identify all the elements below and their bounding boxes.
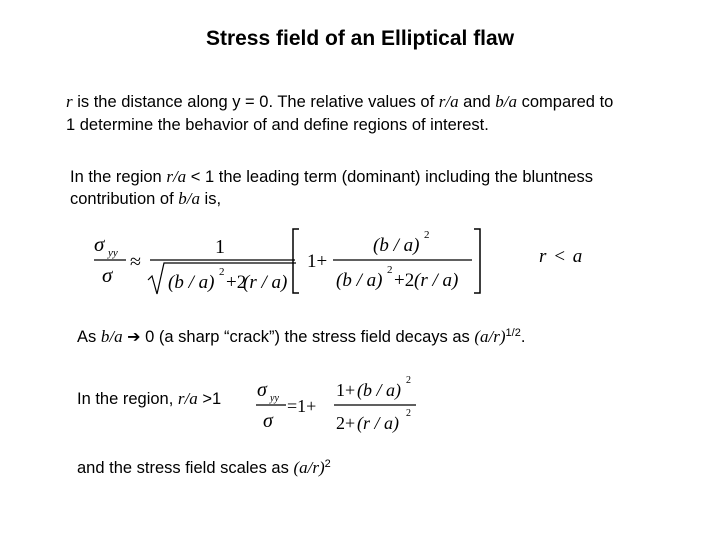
right-bracket	[474, 229, 480, 293]
one-plus: 1+	[307, 251, 328, 272]
ratio-b-over-a: b/a	[495, 92, 518, 111]
denominator-two-plus: 2+	[336, 413, 356, 433]
denominator-square: 2	[406, 408, 411, 419]
exponent-two: 2	[324, 458, 331, 470]
numerator-ba: (b / a)	[357, 380, 401, 400]
paragraph-far-field-scaling	[77, 457, 331, 481]
ratio-b-over-a: b/a	[100, 327, 123, 346]
ratio-r-over-a: r/a	[438, 92, 459, 111]
r-variable: r	[66, 92, 73, 111]
denominator-ra: (r / a)	[357, 413, 399, 433]
paragraph-sharp-crack	[77, 326, 525, 350]
denominator-plus-two: +2	[394, 270, 415, 291]
para2-text-b: < 1 the leading term (dominant) including the bluntness	[186, 168, 593, 186]
equals-one-plus: =1+	[287, 396, 317, 416]
numerator-square: 2	[424, 229, 430, 241]
para3-end: .	[520, 328, 526, 346]
numerator-ba: (b / a)	[373, 235, 420, 256]
sigma-symbol: σ	[263, 410, 273, 432]
yy-subscript: yy	[108, 247, 118, 259]
para4-text-a: In the region,	[77, 390, 178, 408]
equation-near-field	[88, 222, 488, 300]
ba-square: 2	[219, 266, 225, 278]
condition-r-lt-a: r < a	[539, 246, 584, 267]
equation-far-field	[252, 372, 422, 442]
ratio-a-over-r: (a/r)	[474, 327, 506, 346]
numerator-one: 1	[215, 236, 225, 258]
denominator-square: 2	[387, 264, 393, 276]
approx-sign: ≈	[130, 251, 141, 273]
yy-subscript: yy	[270, 393, 279, 404]
para3-text-a: As	[77, 328, 101, 346]
para5-text-a: and the stress field scales as	[77, 459, 294, 477]
left-bracket	[293, 229, 299, 293]
para2-line2-b: is,	[199, 190, 222, 208]
plus-two: +2	[226, 272, 247, 293]
ratio-r-over-a: r/a	[166, 167, 187, 186]
numerator-square: 2	[406, 375, 411, 386]
arrow-icon: ➔	[127, 327, 141, 346]
para3-text-b: 0 (a sharp “crack”) the stress field decays as	[140, 328, 475, 346]
paragraph-region-r-gt-a	[77, 388, 221, 410]
sigma-yy-symbol: σ	[94, 232, 105, 256]
ratio-b-over-a: b/a	[178, 189, 200, 208]
ba-term: (b / a)	[168, 272, 215, 293]
para1-text-a: is the distance along y = 0. The relative values of	[72, 93, 439, 111]
para1-and: and	[458, 93, 496, 111]
slide-title: Stress field of an Elliptical flaw	[205, 27, 515, 50]
sigma-yy-symbol: σ	[257, 379, 267, 401]
para2-text-a: In the region	[70, 168, 167, 186]
sigma-symbol: σ	[102, 263, 113, 287]
paragraph-r-definition-line2: 1 determine the behavior of and define regions of interest.	[66, 116, 489, 134]
paragraph-region-r-lt-a-line2	[70, 188, 221, 210]
numerator-one-plus: 1+	[336, 380, 356, 400]
ra-term: (r / a)	[243, 272, 288, 293]
para2-line2-a: contribution of	[70, 190, 179, 208]
denominator-ra: (r / a)	[414, 270, 459, 291]
ratio-r-over-a: r/a	[177, 389, 198, 408]
paragraph-r-definition	[66, 91, 613, 113]
para4-text-b: >1	[197, 390, 222, 408]
paragraph-region-r-lt-a	[70, 166, 593, 188]
ratio-a-over-r: (a/r)	[293, 458, 325, 477]
exponent-half: 1/2	[505, 327, 521, 339]
para1-text-b: compared to	[517, 93, 614, 111]
denominator-ba: (b / a)	[336, 270, 383, 291]
